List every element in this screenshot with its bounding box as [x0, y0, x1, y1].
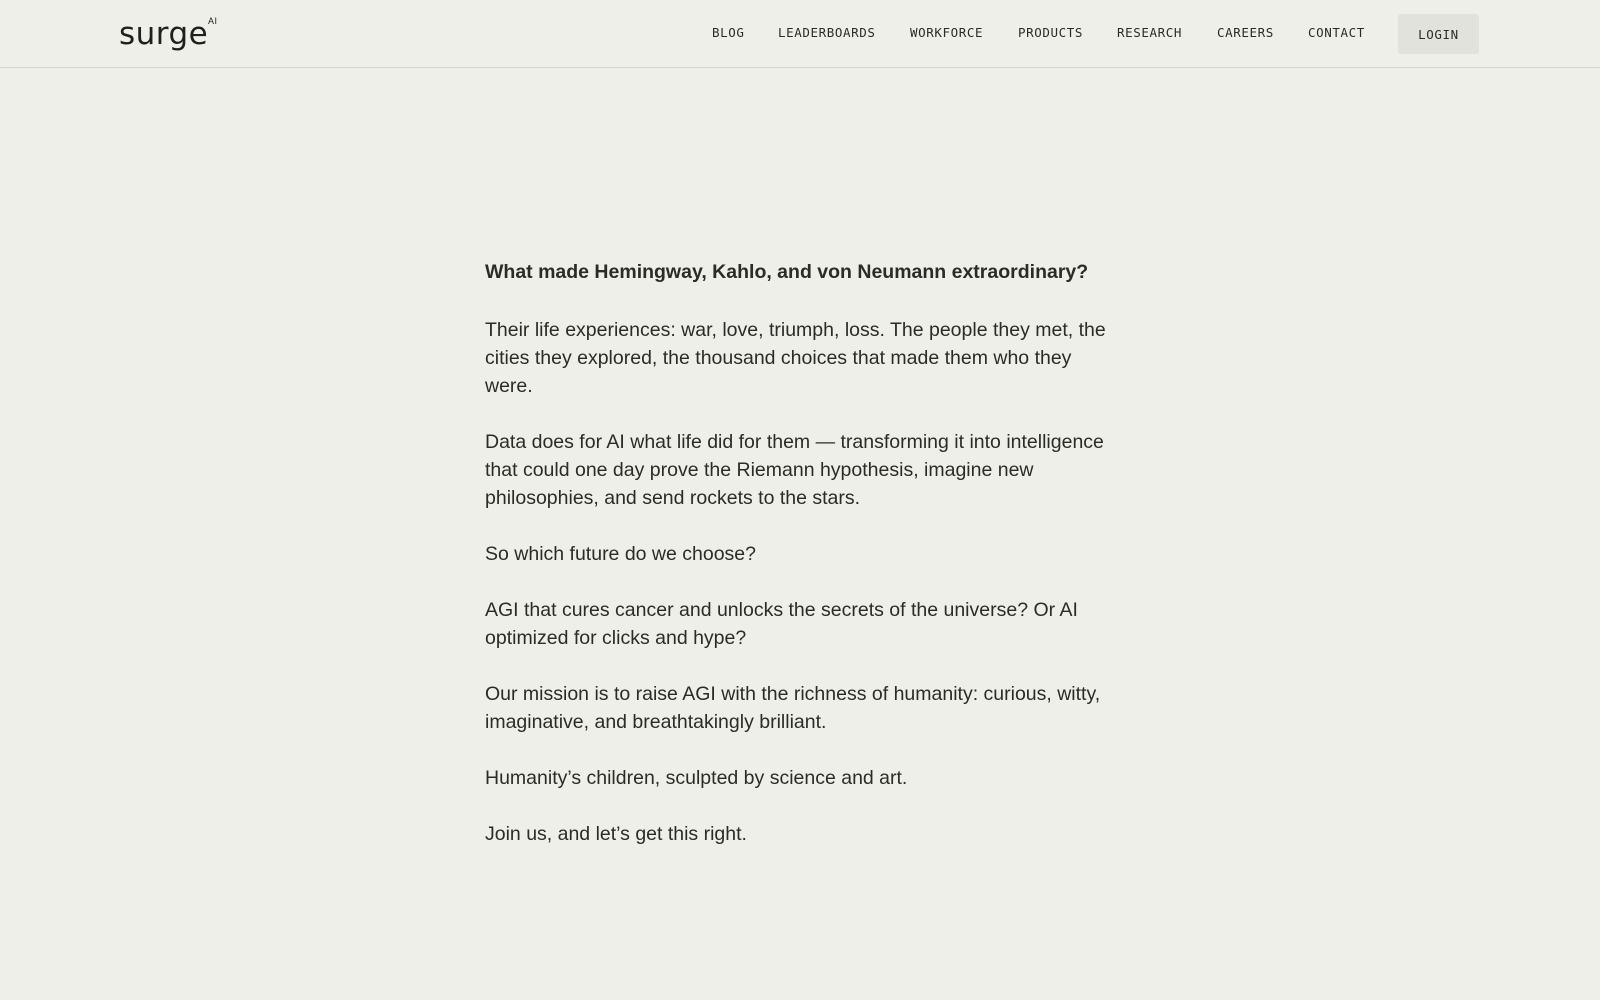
mission-article [485, 258, 1125, 876]
nav-link-products[interactable]: PRODUCTS [1018, 25, 1084, 40]
nav-link-careers[interactable]: CAREERS [1217, 25, 1274, 40]
article-paragraph: Humanity’s children, sculpted by science and art. [485, 767, 908, 789]
logo-superscript: AI [208, 16, 218, 26]
article-paragraph: Our mission is to raise AGI with the richness of humanity: curious, witty, imaginative, and breathtakingly brilliant. [485, 683, 1101, 733]
article-paragraph: AGI that cures cancer and unlocks the secrets of the universe? Or AI optimized for clicks and hype? [485, 599, 1078, 649]
logo-wordmark: surge [119, 16, 209, 52]
article-paragraph: Their life experiences: war, love, triumph, loss. The people they met, the cities they explored, the thousand choices that made them who they were. [485, 319, 1106, 397]
article-paragraph: So which future do we choose? [485, 543, 757, 565]
nav-link-workforce[interactable]: WORKFORCE [910, 25, 984, 40]
nav-link-contact[interactable]: CONTACT [1308, 25, 1365, 40]
nav-link-leaderboards[interactable]: LEADERBOARDS [778, 25, 876, 40]
article-paragraph: Data does for AI what life did for them — transforming it into intelligence that could one day prove the Riemann hypothesis, imagine new philosophies, and send rockets to the stars. [485, 431, 1104, 509]
top-navbar [0, 0, 1600, 68]
nav-link-blog[interactable]: BLOG [712, 25, 745, 40]
nav-link-research[interactable]: RESEARCH [1117, 25, 1183, 40]
article-headline: What made Hemingway, Kahlo, and von Neumann extraordinary? [485, 261, 1089, 283]
surge-ai-logo[interactable] [119, 14, 218, 54]
login-button[interactable]: LOGIN [1398, 14, 1479, 54]
article-paragraph: Join us, and let’s get this right. [485, 823, 747, 845]
